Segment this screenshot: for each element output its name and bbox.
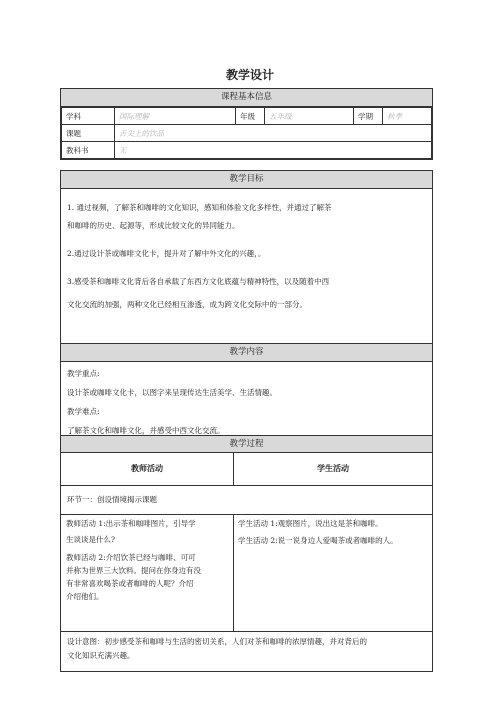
teaching-content-section [60,343,433,436]
topic-label: 课题 [62,125,115,142]
difficult-points-label: 教学难点: [67,407,100,416]
textbook-value: 无 [115,142,432,159]
student-activity-2: 学生活动 2:说一说身边人爱喝茶或者咖啡的人。 [238,536,398,545]
basic-info-header: 课程基本信息 [61,89,432,107]
basic-info-section [60,88,433,160]
goal-item-2: 2.通过设计茶或咖啡文化卡，提升对了解中外文化的兴趣，。 [67,249,266,258]
key-points-label: 教学重点: [67,369,100,378]
student-activity-column-header: 学生活动 [317,464,349,473]
goal-item-3: 3.感受茶和咖啡文化背后各自承载了东西方文化底蕴与精神特性，以及随着中西 文化交流的加强，两种文化已经相互渗透，成为跨文化交际中的一部分。 [67,277,330,309]
teaching-goals-header: 教学目标 [61,171,432,189]
teacher-activity-column-header: 教师活动 [61,453,234,485]
student-activity-1: 学生活动 1:观察图片，说出这是茶和咖啡。 [238,519,383,528]
teaching-goals-section [60,170,433,344]
teacher-activities-cell [61,515,234,631]
key-points-text: 设计茶或咖啡文化卡，以图字来呈现传达生活美学、生活情趣。 [67,388,277,397]
grade-value: 五年级 [265,108,354,125]
subject-label: 学科 [62,108,115,125]
topic-value: 舌尖上的饮品 [115,125,432,142]
teaching-process-header-box [60,435,433,453]
teaching-content-header: 教学内容 [61,344,432,362]
textbook-label: 教科书 [62,142,115,159]
teacher-activity-1: 教师活动 1:出示茶和咖啡图片，引导学 生谈谈是什么? [66,519,196,544]
term-value: 秋季 [383,108,432,125]
term-label: 学期 [354,108,383,125]
basic-info-table [61,107,432,159]
difficult-points-text: 了解茶文化和咖啡文化，并感受中西文化交流。 [67,426,225,435]
subject-value: 国际理解 [115,108,236,125]
grade-label: 年级 [236,108,265,125]
goal-item-1: 1. 通过视频，了解茶和咖啡的文化知识，感知和体验文化多样性，并通过了解茶 和咖啡的历史、起源等，形成比较文化的异同能力。 [67,203,332,230]
student-activities-cell [234,515,432,631]
teaching-process-table [60,452,433,672]
design-intent: 设计意图：初步感受茶和咖啡与生活的密切关系，人们对茶和咖啡的浓厚情趣，并对背后的 文化知识充满兴趣。 [67,637,367,660]
document-title: 教学设计 [225,68,274,82]
step-1-title: 环节一：创设情境揭示课题 [61,486,432,515]
teaching-process-header: 教学过程 [61,436,432,452]
teacher-activity-2: 教师活动 2:介绍饮茶已经与咖啡、可可 并称为世界三大饮料。提问在你身边有没 有非常喜欢喝茶或者咖啡的人呢？介绍 介绍他们。 [66,553,201,601]
